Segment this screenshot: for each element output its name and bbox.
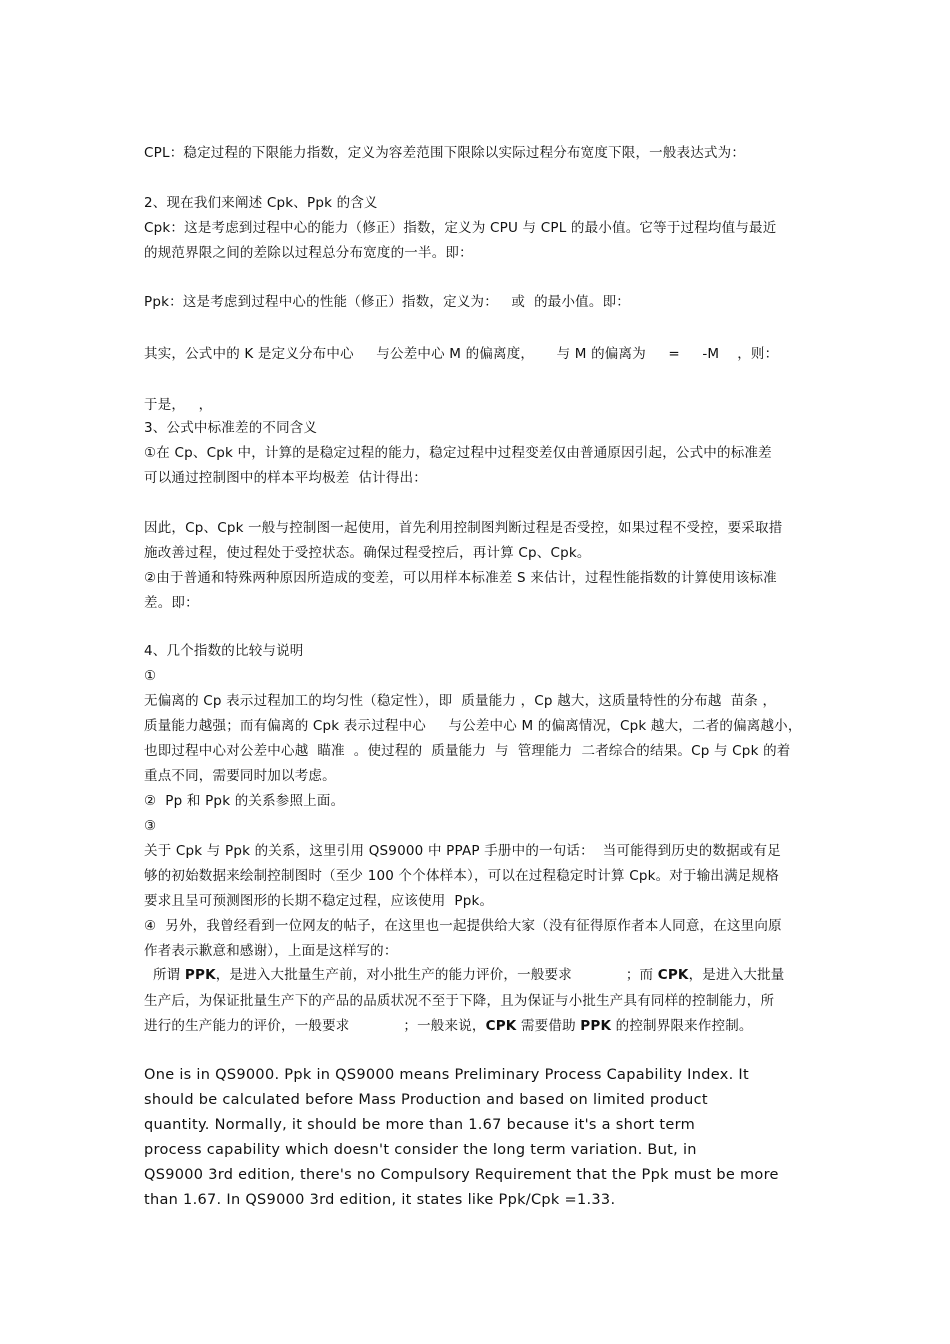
- item-3-marker: ③: [144, 818, 157, 834]
- item-4-line1: ④ 另外，我曾经看到一位网友的帖子，在这里也一起提供给大家（没有征得原作者本人同意，在这里向原: [144, 918, 782, 934]
- ppap-quote-line3: 要求且呈可预测图形的长期不稳定过程，应该使用 Ppk。: [144, 893, 494, 909]
- item-2-text: ② Pp 和 Ppk 的关系参照上面。: [144, 793, 345, 809]
- ppap-quote-line1: 关于 Cpk 与 Ppk 的关系，这里引用 QS9000 中 PPAP 手册中的一句话： 当可能得到历史的数据或有足: [144, 843, 781, 859]
- cpk-definition-line1: Cpk：这是考虑到过程中心的能力（修正）指数，定义为 CPU 与 CPL 的最小值。它等于过程均值与最近: [144, 220, 777, 236]
- english-line6: than 1.67. In QS9000 3rd edition, it states like Ppk/Cpk =1.33.: [144, 1192, 616, 1208]
- quote-text: ，是进入大批量: [688, 967, 785, 983]
- quote-bold-cpk: CPK: [657, 967, 689, 983]
- ppap-quote-line2: 够的初始数据来绘制控制图时（至少 100 个个体样本），可以在过程稳定时计算 Cpk。对于输出满足规格: [144, 868, 779, 884]
- control-chart-line2: 施改善过程，使过程处于受控状态。确保过程受控后，再计算 Cp、Cpk。: [144, 545, 591, 561]
- quote-bold-ppk: PPK: [580, 1018, 612, 1034]
- k-deviation-text: 其实，公式中的 K 是定义分布中心 与公差中心 M 的偏离度， 与 M 的偏离为 = -M ，则：: [144, 346, 779, 362]
- comparison-line2: 质量能力越强；而有偏离的 Cpk 表示过程中心 与公差中心 M 的偏离情况，Cpk 越大，二者的偏离越小，: [144, 718, 802, 734]
- item-1-marker: ①: [144, 668, 157, 684]
- sample-std-line2: 差。即：: [144, 595, 199, 611]
- english-line2: should be calculated before Mass Production and based on limited product: [144, 1092, 708, 1108]
- forum-quote-line3: [144, 1017, 753, 1035]
- therefore-text: 于是， ，: [144, 397, 213, 413]
- comparison-line4: 重点不同，需要同时加以考虑。: [144, 768, 336, 784]
- quote-text: 的控制界限来作控制。: [611, 1018, 753, 1034]
- section-3-heading: 3、公式中标准差的不同含义: [144, 420, 318, 436]
- english-line4: process capability which doesn't consider the long term variation. But, in: [144, 1142, 697, 1158]
- item-4-line2: 作者表示歉意和感谢），上面是这样写的：: [144, 943, 398, 959]
- quote-text: ，是进入大批量生产前，对小批生产的能力评价，一般要求 ；而: [215, 967, 658, 983]
- section-4-heading: 4、几个指数的比较与说明: [144, 643, 304, 659]
- english-line3: quantity. Normally, it should be more than 1.67 because it's a short term: [144, 1117, 696, 1133]
- quote-text: 需要借助: [516, 1018, 581, 1034]
- comparison-line3: 也即过程中心对公差中心越 瞄准 。使过程的 质量能力 与 管理能力 二者综合的结果。Cp 与 Cpk 的着: [144, 743, 791, 759]
- forum-quote-line1: [144, 966, 785, 984]
- cpl-definition: CPL：稳定过程的下限能力指数，定义为容差范围下限除以实际过程分布宽度下限，一般表达式为：: [144, 145, 746, 161]
- quote-bold-ppk: PPK: [184, 967, 216, 983]
- english-line5: QS9000 3rd edition, there's no Compulsory Requirement that the Ppk must be more: [144, 1167, 779, 1183]
- comparison-line1: 无偏离的 Cp 表示过程加工的均匀性（稳定性），即 质量能力 ，Cp 越大，这质量特性的分布越 苗条 ，: [144, 693, 777, 709]
- forum-quote-line2: 生产后，为保证批量生产下的产品的品质状况不至于下降，且为保证与小批生产具有同样的控制能力，所: [144, 993, 775, 1009]
- sample-std-line1: ②由于普通和特殊两种原因所造成的变差，可以用样本标准差 S 来估计，过程性能指数的计算使用该标准: [144, 570, 777, 586]
- quote-bold-cpk: CPK: [485, 1018, 517, 1034]
- std-dev-line1: ①在 Cp、Cpk 中，计算的是稳定过程的能力，稳定过程中过程变差仅由普通原因引起，公式中的标准差: [144, 445, 772, 461]
- section-2-heading: 2、现在我们来阐述 Cpk、Ppk 的含义: [144, 195, 378, 211]
- std-dev-line2: 可以通过控制图中的样本平均极差 估计得出：: [144, 470, 427, 486]
- ppk-definition: Ppk：这是考虑到过程中心的性能（修正）指数，定义为： 或 的最小值。即：: [144, 294, 630, 310]
- quote-text: 进行的生产能力的评价，一般要求 ；一般来说，: [144, 1018, 486, 1034]
- english-line1: One is in QS9000. Ppk in QS9000 means Preliminary Process Capability Index. It: [144, 1067, 749, 1083]
- control-chart-line1: 因此，Cp、Cpk 一般与控制图一起使用，首先利用控制图判断过程是否受控，如果过程不受控，要采取措: [144, 520, 783, 536]
- cpk-definition-line2: 的规范界限之间的差除以过程总分布宽度的一半。即：: [144, 245, 473, 261]
- quote-text: 所谓: [144, 967, 185, 983]
